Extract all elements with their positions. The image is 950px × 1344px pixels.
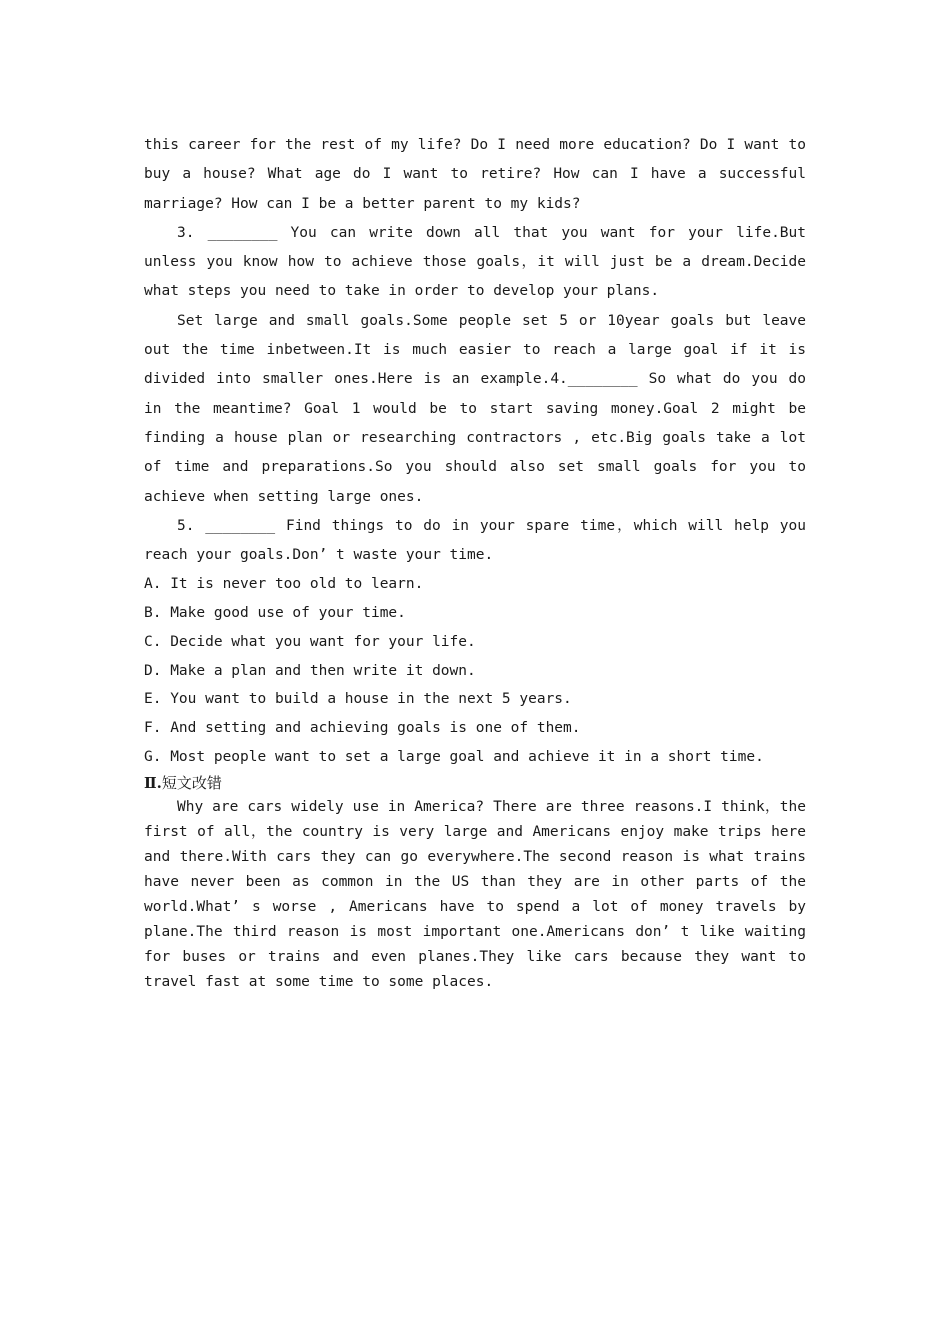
option-d: D. Make a plan and then write it down. <box>144 662 476 679</box>
section-heading <box>144 771 806 795</box>
option-f: F. And setting and achieving goals is one of them. <box>144 719 581 736</box>
section-number: Ⅱ. <box>144 774 162 793</box>
option-a: A. It is never too old to learn. <box>144 576 424 593</box>
section-title: 短文改错 <box>161 774 222 793</box>
option-e: E. You want to build a house in the next 5 years. <box>144 691 572 708</box>
error-correction-passage: Why are cars widely use in America? There are three reasons.I think，the first of all，the country is very large and Americans enjoy make trips here and there.With cars they can go everywhere.The second reason is what trains have never been as common in the US than they are in other parts of the world.What’ s worse , Americans have to spend a lot of money travels by plane.The third reason is most important one.Americans don’ t like waiting for buses or trains and even planes.They like cars because they want to travel fast at some time to some places. <box>144 799 806 991</box>
option-c: C. Decide what you want for your life. <box>144 633 476 650</box>
option-g: G. Most people want to set a large goal and achieve it in a short time. <box>144 748 764 765</box>
option-b: B. Make good use of your time. <box>144 605 406 622</box>
paragraph-question-3: 3. ________ You can write down all that you want for your life.But unless you know how to achieve those goals，it will just be a dream.Decide what steps you need to take in order to develop your plans. <box>144 224 806 300</box>
paragraph-question-4: Set large and small goals.Some people set 5 or 10year goals but leave out the time inbetween.It is much easier to reach a large goal if it is divided into smaller ones.Here is an example.4.________ So what do you do in the meantime? Goal 1 would be to start saving money.Goal 2 might be finding a house plan or researching contractors , etc.Big goals take a lot of time and preparations.So you should also set small goals for you to achieve when setting large ones. <box>144 312 806 505</box>
paragraph-continuation: this career for the rest of my life? Do I need more education? Do I want to buy a house? What age do I want to retire? How can I have a successful marriage? How can I be a better parent to my kids? <box>144 137 806 212</box>
paragraph-question-5: 5. ________ Find things to do in your spare time，which will help you reach your goals.Don’ t waste your time. <box>144 517 806 564</box>
document-page <box>144 131 806 995</box>
answer-options-list <box>144 570 806 771</box>
